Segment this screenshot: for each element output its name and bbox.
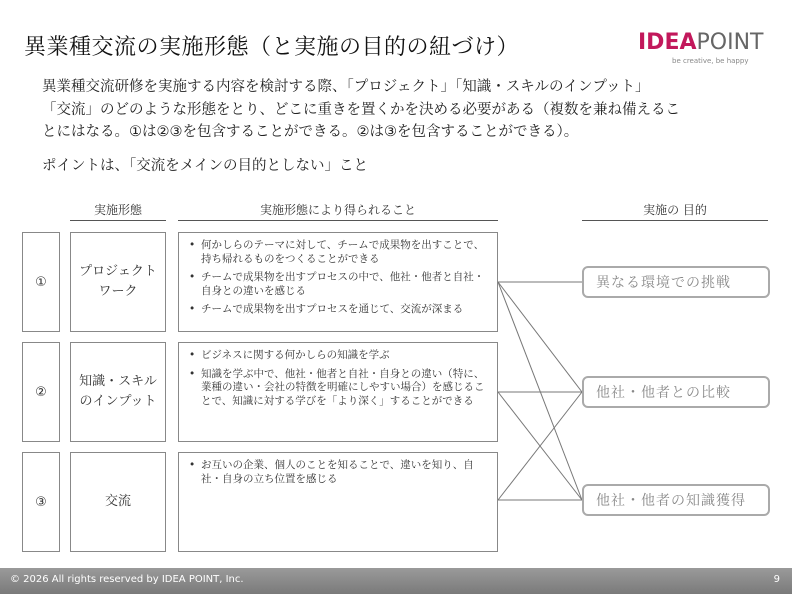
row-2-form-line-1: 知識・スキル — [79, 374, 157, 389]
connector-1-3 — [498, 282, 582, 500]
row-1-item-3: • チームで成果物を出すプロセスを通じて、交流が深まる — [201, 303, 489, 317]
row-1-form-line-2: ワーク — [98, 284, 138, 299]
row-2-form — [70, 342, 166, 442]
row-1-item-2: • チームで成果物を出すプロセスの中で、他社・他者と自社・自身との違いを感じる — [201, 271, 489, 298]
row-2-item-1: • ビジネスに関する何かしらの知識を学ぶ — [201, 349, 489, 363]
row-2-item-2: • 知識を学ぶ中で、他社・他者と自社・自身との違い（特に、業種の違い・会社の特徴を明確にしやすい場合）を感じることで、知識に対する学びを「より深く」することができる — [201, 368, 489, 409]
row-3-form-line-1: 交流 — [104, 494, 131, 509]
row-2-description — [178, 342, 498, 442]
row-1-description — [178, 232, 498, 332]
row-1-form — [70, 232, 166, 332]
logo-brand-a: IDEA — [638, 30, 697, 55]
intro-line-3: とにはなる。①は②③を包含することができる。②は③を包含することができる）。 — [42, 124, 579, 140]
row-1-item-1: • 何かしらのテーマに対して、チームで成果物を出すことで、持ち帰れるものをつくることができる — [201, 239, 489, 266]
column-header-form: 実施形態 — [93, 203, 142, 217]
page-number: 9 — [773, 574, 780, 585]
row-3-number: ③ — [22, 452, 60, 552]
column-header-purpose: 実施の 目的 — [643, 203, 707, 217]
column-header-gain: 実施形態により得られること — [259, 203, 416, 217]
purpose-box-2: 他社・他者との比較 — [582, 376, 770, 408]
purpose-box-3: 他社・他者の知識獲得 — [582, 484, 770, 516]
page-title: 異業種交流の実施形態（と実施の目的の紐づけ） — [24, 35, 520, 60]
row-1-number: ① — [22, 232, 60, 332]
logo-tagline: be creative, be happy — [672, 57, 749, 65]
intro-line-1: 異業種交流研修を実施する内容を検討する際、「プロジェクト」「知識・スキルのインプット」 — [42, 79, 650, 95]
logo-brand-b: POINT — [696, 30, 764, 55]
row-2-form-line-2: のインプット — [79, 394, 157, 409]
row-3-description — [178, 452, 498, 552]
footer-copyright: © 2026 All rights reserved by IDEA POINT, Inc. — [10, 574, 244, 585]
intro-line-2: 「交流」のどのような形態をとり、どこに重きを置くかを決める必要がある（複数を兼ね備えるこ — [42, 101, 680, 118]
row-3-item-1: • お互いの企業、個人のことを知ることで、違いを知り、自社・自身の立ち位置を感じる — [201, 459, 489, 486]
connector-1-2 — [498, 282, 582, 392]
row-2-number: ② — [22, 342, 60, 442]
purpose-box-1: 異なる環境での挑戦 — [582, 266, 770, 298]
key-point: ポイントは、「交流をメインの目的としない」こと — [42, 158, 368, 174]
row-1-form-line-1: プロジェクト — [79, 264, 157, 279]
row-3-form — [70, 452, 166, 552]
